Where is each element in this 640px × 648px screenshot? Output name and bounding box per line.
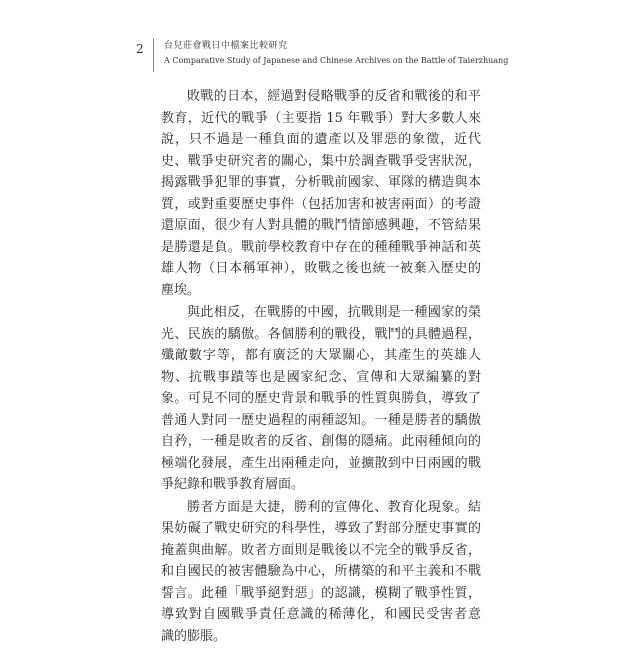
page-number: 2 — [136, 42, 144, 56]
header-divider — [153, 38, 154, 72]
text-line: 與此相反，在戰勝的中國，抗戰則是一種國家的榮 — [187, 305, 481, 320]
text-line: 爭紀錄和戰爭教育層面。 — [161, 477, 305, 492]
text-line: 塵埃。 — [161, 282, 201, 298]
text-line: 是勝還是負。戰前學校教育中存在的種種戰爭神話和英 — [161, 239, 481, 255]
text-line: 物、抗戰事蹟等也是國家紀念、宣傳和大眾編纂的對 — [161, 369, 481, 385]
text-line: 普通人對同一歷史過程的兩種認知。一種是勝者的驕傲 — [161, 412, 481, 428]
text-line: 敗戰的日本，經過對侵略戰爭的反省和戰後的和平 — [187, 89, 481, 104]
text-line: 和自國民的被害體驗為中心，所構築的和平主義和不戰 — [161, 564, 481, 579]
running-header-chinese: 台兒莊會戰日中檔案比較研究 — [164, 41, 288, 51]
text-line: 導致對自國戰爭責任意識的稀薄化，和國民受害者意 — [161, 607, 481, 622]
text-line: 誓言。此種「戰爭絕對惡」的認識，模糊了戰爭性質， — [161, 585, 481, 601]
text-line: 掩蓋與曲解。敗者方面則是戰後以不完全的戰爭反省， — [161, 542, 481, 558]
text-line: 識的膨脹。 — [161, 628, 227, 644]
text-line: 史、戰爭史研究者的關心，集中於調查戰爭受害狀況， — [161, 153, 481, 169]
text-line: 教育，近代的戰爭（主要指 15 年戰爭）對大多數人來 — [161, 110, 481, 126]
text-line: 果妨礙了戰史研究的科學性，導致了對部分歷史事實的 — [161, 521, 481, 536]
text-line: 自矜，一種是敗者的反省、創傷的隱痛。此兩種傾向的 — [161, 434, 481, 449]
text-line: 還原面，很少有人對具體的戰鬥情節感興趣，不管結果 — [161, 218, 481, 233]
text-line: 殲敵數字等，都有廣泛的大眾關心，其產生的英雄人 — [161, 348, 481, 363]
paragraph — [161, 302, 481, 496]
text-line: 勝者方面是大捷，勝利的宣傳化、教育化現象。結 — [187, 499, 481, 515]
text-line: 雄人物（日本稱軍神），敗戰之後也統一被棄入歷史的 — [161, 261, 481, 276]
text-line: 質，或對重要歷史事件（包括加害和被害兩面）的考證 — [161, 196, 481, 212]
body-text — [161, 86, 481, 648]
text-line: 光、民族的驕傲。各個勝利的戰役，戰鬥的具體過程， — [161, 326, 481, 342]
text-line: 象。可見不同的歷史背景和戰爭的性質與勝負，導致了 — [161, 391, 481, 406]
running-header-english: A Comparative Study of Japanese and Chinese Archives on the Battle of Taierzhuang — [164, 56, 509, 65]
text-line: 揭露戰爭犯罪的事實，分析戰前國家、軍隊的構造與本 — [161, 175, 481, 190]
text-line: 說，只不過是一種負面的遺產以及罪惡的象徵，近代 — [161, 132, 481, 147]
paragraph — [161, 86, 481, 301]
text-line: 極端化發展，產生出兩種走向，並擴散到中日兩國的戰 — [161, 455, 481, 471]
paragraph — [161, 497, 481, 648]
